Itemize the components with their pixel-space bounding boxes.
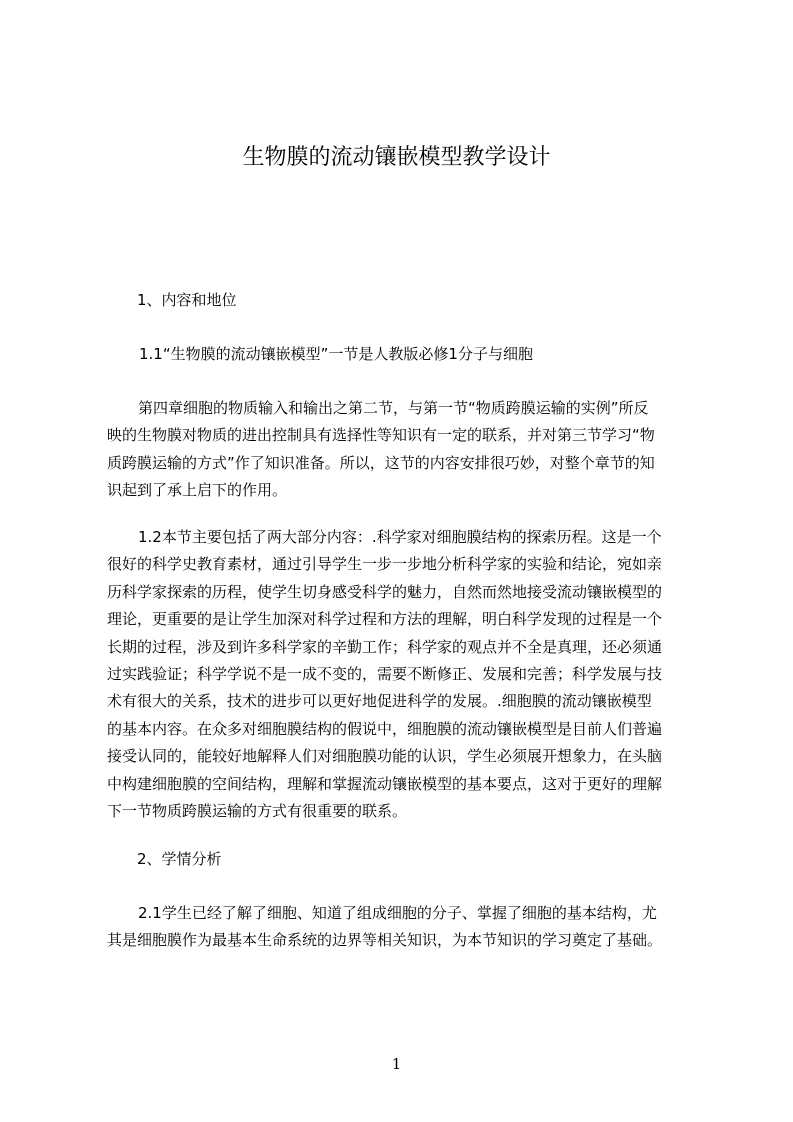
section-1-1-heading: 1.1“生物膜的流动镶嵌模型”一节是人教版必修1分子与细胞: [139, 345, 533, 363]
paragraph-line: 接受认同的，能较好地解释人们对细胞膜功能的认识，学生必须展开想象力，在头脑: [107, 747, 663, 766]
paragraph-line: 下一节物质跨膜运输的方式有很重要的联系。: [107, 801, 408, 820]
paragraph-line: 很好的科学史教育素材，通过引导学生一步一步地分析科学家的实验和结论，宛如亲: [107, 555, 663, 574]
section-1-heading: 1、内容和地位: [137, 291, 237, 309]
paragraph-line: 映的生物膜对物质的进出控制具有选择性等知识有一定的联系，并对第三节学习“物: [107, 426, 655, 445]
paragraph-line: 质跨膜运输的方式”作了知识准备。所以，这节的内容安排很巧妙，对整个章节的知: [107, 453, 655, 472]
paragraph-line: 其是细胞膜作为最基本生命系统的边界等相关知识，为本节知识的学习奠定了基础。: [107, 931, 663, 950]
section-1-paragraph-2: [107, 527, 700, 828]
section-1-paragraph-1: [107, 398, 700, 508]
paragraph-line: 中构建细胞膜的空间结构，理解和掌握流动镶嵌模型的基本要点，这对于更好的理解: [107, 774, 663, 793]
paragraph-line: 1.2本节主要包括了两大部分内容：.科学家对细胞膜结构的探索历程。这是一个: [138, 528, 662, 546]
paragraph-line: 识起到了承上启下的作用。: [107, 481, 288, 500]
section-2-paragraph-1: [107, 903, 700, 958]
paragraph-line: 理论，更重要的是让学生加深对科学过程和方法的理解，明白科学发现的过程是一个: [107, 610, 663, 629]
paragraph-line: 长期的过程，涉及到许多科学家的辛勤工作；科学家的观点并不全是真理，还必须通: [107, 637, 663, 656]
document-title: 生物膜的流动镶嵌模型教学设计: [242, 145, 551, 170]
paragraph-line: 术有很大的关系，技术的进步可以更好地促进科学的发展。.细胞膜的流动镶嵌模型: [107, 692, 652, 711]
paragraph-line: 历科学家探索的历程，使学生切身感受科学的魅力，自然而然地接受流动镶嵌模型的: [107, 582, 663, 601]
paragraph-line: 2.1学生已经了解了细胞、知道了组成细胞的分子、掌握了细胞的基本结构，尤: [138, 904, 657, 922]
page-number: 1: [391, 1055, 402, 1073]
paragraph-line: 过实践验证；科学学说不是一成不变的，需要不断修正、发展和完善；科学发展与技: [107, 664, 663, 683]
paragraph-line: 第四章细胞的物质输入和输出之第二节，与第一节“物质跨膜运输的实例”所反: [138, 399, 649, 417]
paragraph-line: 的基本内容。在众多对细胞膜结构的假说中，细胞膜的流动镶嵌模型是目前人们普遍: [107, 719, 663, 738]
section-2-heading: 2、学情分析: [137, 850, 222, 868]
